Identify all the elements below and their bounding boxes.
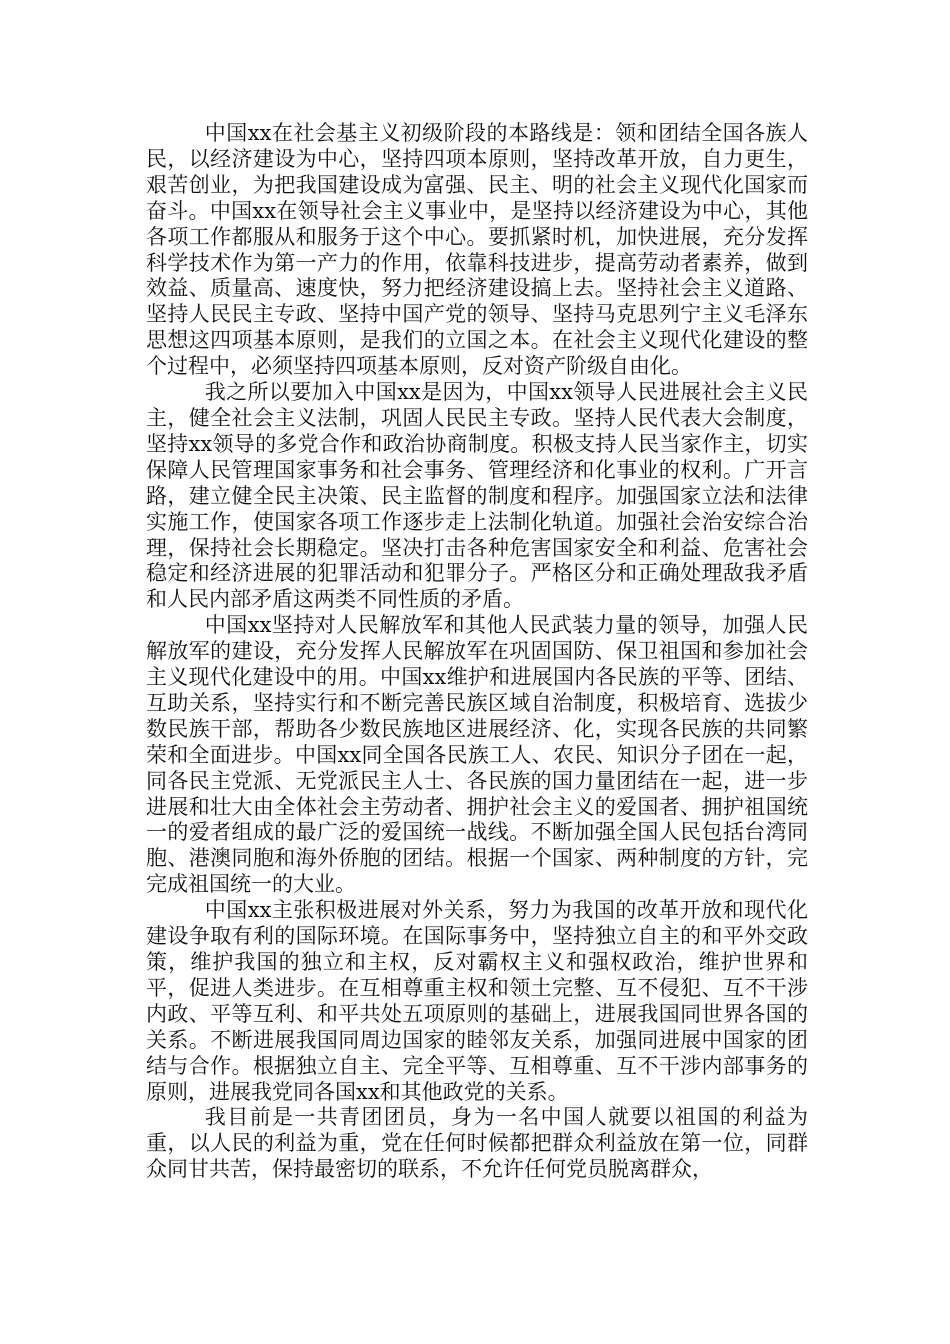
- paragraph-foreign-relations: 中国xx主张积极进展对外关系，努力为我国的改革开放和现代化建设争取有利的国际环境。在国际事务中，坚持独立自主的和平外交政策，维护我国的独立和主权，反对霸权主义和强权政治，维护世界和平，促进人类进步。在互相尊重主权和领土完整、互不侵犯、互不干涉内政、平等互利、和平共处五项原则的基础上，进展我国同世界各国的关系。不断进展我国同周边国家的睦邻友关系，加强同进展中国家的团结与合作。根据独立自主、完全平等、互相尊重、互不干涉内部事务的原则，进展我党同各国xx和其他政党的关系。: [146, 898, 808, 1104]
- paragraph-personal-statement: 我目前是一共青团团员，身为一名中国人就要以祖国的利益为重，以人民的利益为重，党在任何时候都把群众利益放在第一位，同群众同甘共苦，保持最密切的联系，不允许任何党员脱离群众，: [146, 1105, 808, 1182]
- document-body: [146, 121, 808, 1183]
- paragraph-army-and-ethnic-unity: 中国xx坚持对人民解放军和其他人民武装力量的领导，加强人民解放军的建设，充分发挥人民解放军在巩固国防、保卫祖国和参加社会主义现代化建设中的用。中国xx维护和进展国内各民族的平等、团结、互助关系，坚持实行和不断完善民族区域自治制度，积极培育、选拔少数民族干部，帮助各少数民族地区进展经济、化，实现各民族的共同繁荣和全面进步。中国xx同全国各民族工人、农民、知识分子团在一起，同各民主党派、无党派民主人士、各民族的国力量团结在一起，进一步进展和壮大由全体社会主劳动者、拥护社会主义的爱国者、拥护祖国统一的爱者组成的最广泛的爱国统一战线。不断加强全国人民包括台湾同胞、港澳同胞和海外侨胞的团结。根据一个国家、两种制度的方针，完完成祖国统一的大业。: [146, 613, 808, 897]
- paragraph-basic-line: 中国xx在社会基主义初级阶段的本路线是：领和团结全国各族人民，以经济建设为中心，坚持四项本原则，坚持改革开放，自力更生，艰苦创业，为把我国建设成为富强、民主、明的社会主义现代化国家而奋斗。中国xx在领导社会主义事业中，是坚持以经济建设为中心，其他各项工作都服从和服务于这个中心。要抓紧时机，加快进展，充分发挥科学技术作为第一产力的作用，依靠科技进步，提高劳动者素养，做到效益、质量高、速度快，努力把经济建设搞上去。坚持社会主义道路、坚持人民民主专政、坚持中国产党的领导、坚持马克思列宁主义毛泽东思想这四项基本原则，是我们的立国之本。在社会主义现代化建设的整个过程中，必须坚持四项基本原则，反对资产阶级自由化。: [146, 121, 808, 379]
- paragraph-reason-joining: 我之所以要加入中国xx是因为，中国xx领导人民进展社会主义民主，健全社会主义法制，巩固人民民主专政。坚持人民代表大会制度，坚持xx领导的多党合作和政治协商制度。积极支持人民当家作主，切实保障人民管理国家事务和社会事务、管理经济和化事业的权利。广开言路，建立健全民主决策、民主监督的制度和程序。加强国家立法和法律实施工作，使国家各项工作逐步走上法制化轨道。加强社会治安综合治理，保持社会长期稳定。坚决打击各种危害国家安全和利益、危害社会稳定和经济进展的犯罪活动和犯罪分子。严格区分和正确处理敌我矛盾和人民内部矛盾这两类不同性质的矛盾。: [146, 380, 808, 612]
